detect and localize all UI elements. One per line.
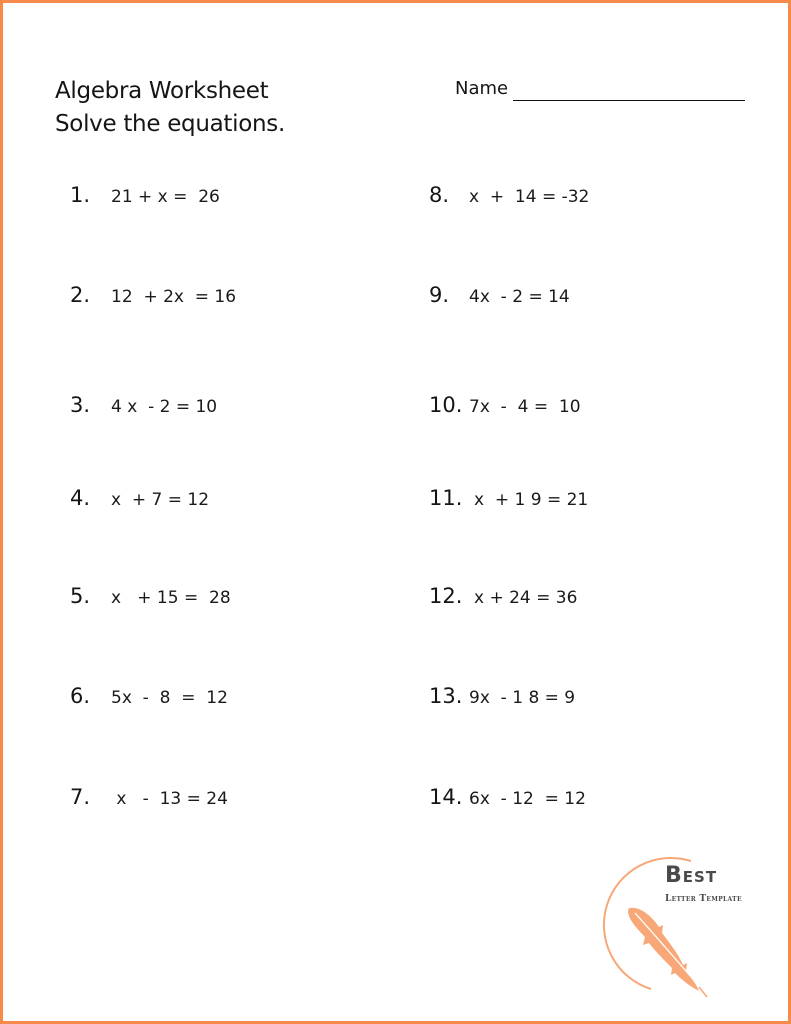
problem-equation: x + 15 = 28 bbox=[111, 588, 231, 608]
problem-number: 9. bbox=[429, 283, 450, 307]
name-field[interactable] bbox=[455, 77, 745, 101]
problem-number: 6. bbox=[70, 684, 91, 708]
brand-logo bbox=[599, 851, 759, 1001]
problem-10 bbox=[429, 393, 581, 417]
problem-equation: x + 14 = -32 bbox=[469, 187, 590, 207]
name-label: Name bbox=[455, 78, 509, 99]
problem-number: 10. bbox=[429, 393, 463, 417]
problem-number: 14. bbox=[429, 785, 463, 809]
problem-equation: 21 + x = 26 bbox=[111, 187, 220, 207]
problem-equation: 4 x - 2 = 10 bbox=[111, 397, 218, 417]
problem-13 bbox=[429, 684, 575, 708]
problem-6 bbox=[70, 684, 228, 708]
problem-2 bbox=[70, 283, 236, 307]
problem-number: 13. bbox=[429, 684, 463, 708]
problem-number: 3. bbox=[70, 393, 91, 417]
problem-8 bbox=[429, 183, 589, 207]
problem-equation: x + 7 = 12 bbox=[111, 490, 210, 510]
problem-equation: 12 + 2x = 16 bbox=[111, 287, 237, 307]
problem-equation: x + 24 = 36 bbox=[474, 588, 578, 608]
problem-4 bbox=[70, 486, 209, 510]
problem-equation: 7x - 4 = 10 bbox=[469, 397, 581, 417]
problem-11 bbox=[429, 486, 588, 510]
problem-9 bbox=[429, 283, 570, 307]
logo-brand-text: Best bbox=[665, 863, 718, 888]
logo-tagline: Letter Template bbox=[665, 894, 742, 904]
problem-number: 12. bbox=[429, 584, 463, 608]
problem-number: 7. bbox=[70, 785, 91, 809]
worksheet-title: Algebra Worksheet bbox=[55, 78, 269, 104]
problem-equation: x - 13 = 24 bbox=[111, 789, 228, 809]
problem-equation: x + 1 9 = 21 bbox=[474, 490, 589, 510]
problem-equation: 5x - 8 = 12 bbox=[111, 688, 228, 708]
problem-equation: 4x - 2 = 14 bbox=[469, 287, 570, 307]
problem-14 bbox=[429, 785, 586, 809]
problem-number: 4. bbox=[70, 486, 91, 510]
problem-3 bbox=[70, 393, 217, 417]
name-blank-line[interactable] bbox=[513, 100, 745, 101]
problem-7 bbox=[70, 785, 228, 809]
problem-equation: 9x - 1 8 = 9 bbox=[469, 688, 576, 708]
problem-number: 8. bbox=[429, 183, 450, 207]
problem-number: 11. bbox=[429, 486, 463, 510]
problem-number: 2. bbox=[70, 283, 91, 307]
worksheet-instructions: Solve the equations. bbox=[55, 111, 285, 137]
worksheet-header bbox=[55, 75, 285, 141]
problem-number: 5. bbox=[70, 584, 91, 608]
problem-1 bbox=[70, 183, 220, 207]
problem-equation: 6x - 12 = 12 bbox=[469, 789, 586, 809]
problem-number: 1. bbox=[70, 183, 91, 207]
problem-12 bbox=[429, 584, 577, 608]
problem-5 bbox=[70, 584, 231, 608]
